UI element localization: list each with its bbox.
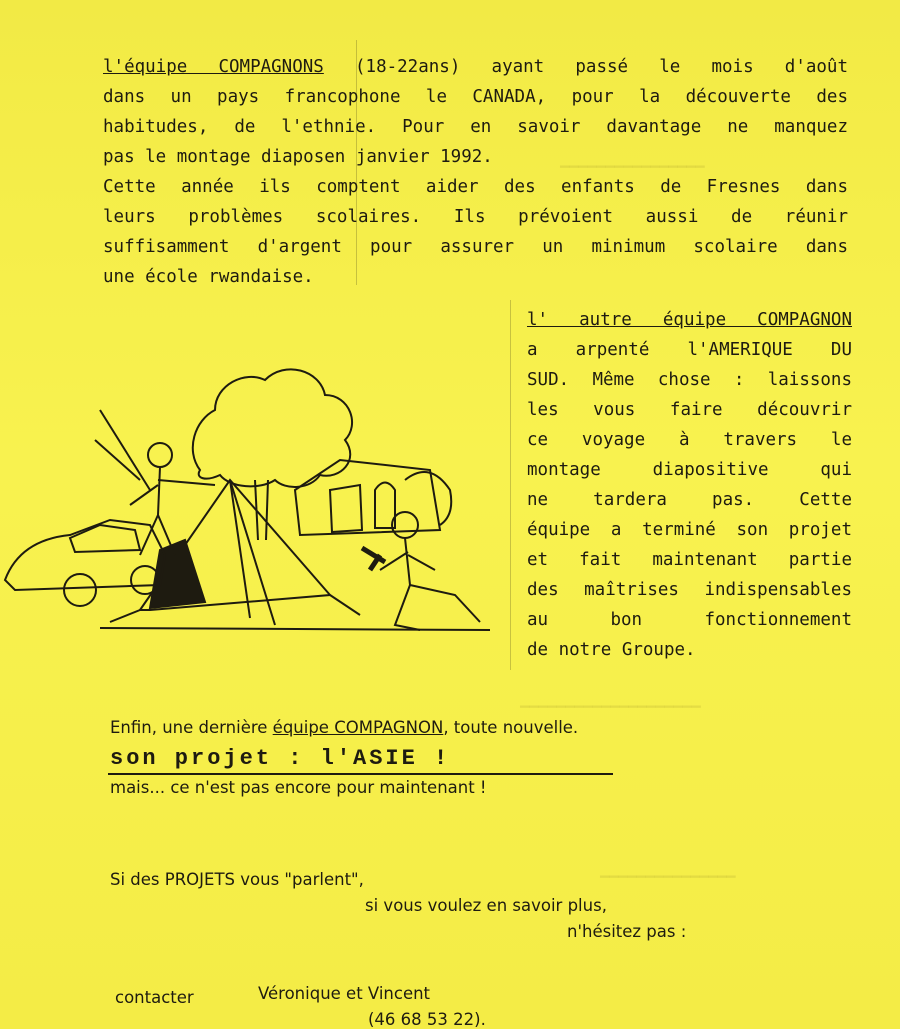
intro-line-text: habitudes, de l'ethnie. Pour en savoir davantage ne manquez bbox=[103, 117, 848, 137]
signoff-line-3: n'hésitez pas : bbox=[567, 922, 687, 941]
intro-line-text: (18-22ans) ayant passé le mois d'août bbox=[323, 57, 848, 77]
intro-line-text: suffisamment d'argent pour assurer un minimum scolaire dans bbox=[103, 237, 848, 257]
enfin-team-name: équipe COMPAGNON bbox=[272, 718, 444, 737]
intro-line-text: pas le montage diaposen janvier 1992. bbox=[103, 147, 493, 167]
intro-line bbox=[103, 172, 848, 202]
intro-paragraph bbox=[103, 52, 848, 292]
bleed-through: ▁▁▁▁▁▁▁▁▁▁▁▁▁▁▁▁ bbox=[560, 150, 705, 168]
enfin-suffix: , toute nouvelle. bbox=[443, 718, 579, 737]
column-line: SUD. Même chose : laissons bbox=[527, 370, 852, 390]
bleed-through: ▁▁▁▁▁▁▁▁▁▁▁▁▁▁▁▁▁▁▁▁ bbox=[520, 690, 701, 708]
signoff-line-2: si vous voulez en savoir plus, bbox=[365, 896, 607, 915]
column-line: et fait maintenant partie bbox=[527, 550, 852, 570]
camping-illustration bbox=[0, 340, 500, 640]
column-line: des maîtrises indispensables bbox=[527, 580, 852, 600]
intro-line bbox=[103, 142, 848, 172]
enfin-text: Enfin, une dernière bbox=[110, 718, 273, 737]
column-line: a arpenté l'AMERIQUE DU bbox=[527, 340, 852, 360]
not-yet-line: mais... ce n'est pas encore pour maintenant ! bbox=[110, 778, 487, 797]
column-line: ne tardera pas. Cette bbox=[527, 490, 852, 510]
intro-line bbox=[103, 52, 848, 82]
second-team-column bbox=[527, 305, 852, 665]
column-text bbox=[527, 335, 852, 665]
intro-line-text: dans un pays francophone le CANADA, pour la découverte des bbox=[103, 87, 848, 107]
final-team-line bbox=[110, 718, 578, 737]
column-line: équipe a terminé son projet bbox=[527, 520, 852, 540]
column-line: ce voyage à travers le bbox=[527, 430, 852, 450]
column-heading: l' autre équipe COMPAGNON bbox=[527, 310, 852, 330]
heading-underline bbox=[108, 773, 613, 775]
intro-line bbox=[103, 202, 848, 232]
asia-project-heading: son projet : l'ASIE ! bbox=[110, 746, 451, 771]
contact-phone: (46 68 53 22). bbox=[368, 1010, 486, 1029]
intro-line bbox=[103, 232, 848, 262]
bleed-through: ▁▁▁▁▁▁▁▁▁▁▁▁▁▁▁ bbox=[600, 860, 736, 878]
signoff-line-1: Si des PROJETS vous "parlent", bbox=[110, 870, 364, 889]
contact-names: Véronique et Vincent bbox=[258, 984, 431, 1003]
column-divider bbox=[510, 300, 511, 670]
intro-team-name: l'équipe COMPAGNONS bbox=[103, 57, 324, 77]
intro-line bbox=[103, 82, 848, 112]
intro-line-text: Cette année ils comptent aider des enfants de Fresnes dans bbox=[103, 177, 848, 197]
column-line: les vous faire découvrir bbox=[527, 400, 852, 420]
column-line: montage diapositive qui bbox=[527, 460, 852, 480]
intro-line bbox=[103, 262, 848, 292]
intro-line bbox=[103, 112, 848, 142]
intro-line-text: une école rwandaise. bbox=[103, 267, 314, 287]
column-line: au bon fonctionnement bbox=[527, 610, 852, 630]
contact-label: contacter bbox=[115, 988, 194, 1007]
intro-line-text: leurs problèmes scolaires. Ils prévoient aussi de réunir bbox=[103, 207, 848, 227]
column-line: de notre Groupe. bbox=[527, 640, 696, 660]
